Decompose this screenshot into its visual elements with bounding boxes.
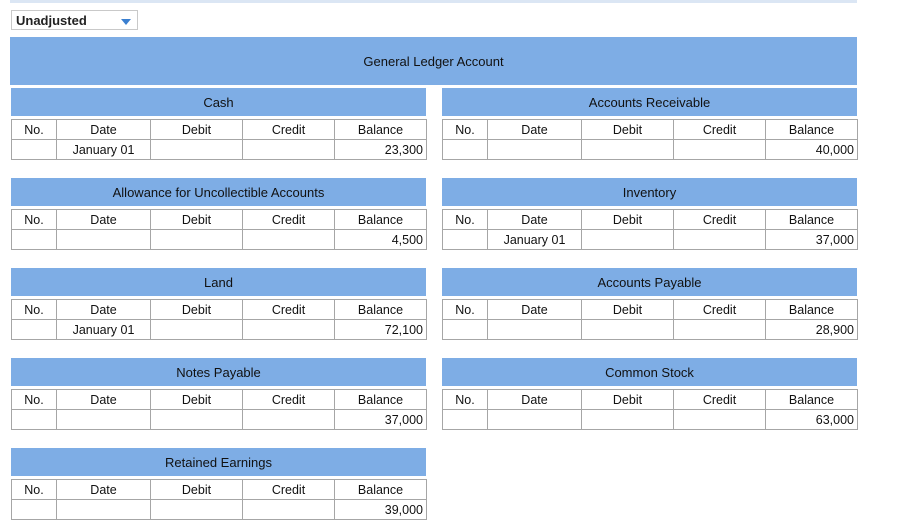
table-header-row [443, 120, 858, 140]
cell-credit[interactable] [674, 320, 766, 340]
column-header-date: Date [57, 480, 151, 500]
cell-no[interactable] [443, 410, 488, 430]
column-header-balance: Balance [335, 300, 427, 320]
column-header-debit: Debit [151, 480, 243, 500]
account-title [442, 268, 857, 296]
table-header-row [12, 300, 427, 320]
column-header-date: Date [488, 300, 582, 320]
column-header-debit: Debit [151, 120, 243, 140]
page-title: General Ledger Account [363, 53, 504, 69]
column-header-debit: Debit [151, 210, 243, 230]
account-table [442, 209, 858, 250]
account-name: Common Stock [605, 364, 694, 380]
column-header-credit: Credit [243, 210, 335, 230]
cell-date[interactable] [488, 140, 582, 160]
column-header-no: No. [12, 390, 57, 410]
cell-debit[interactable] [151, 140, 243, 160]
ledger-account-card [11, 268, 426, 340]
cell-no[interactable] [12, 410, 57, 430]
table-row [12, 320, 427, 340]
ledger-account-card [442, 358, 857, 430]
account-table [11, 119, 427, 160]
cell-balance[interactable]: 40,000 [766, 140, 858, 160]
account-table [442, 119, 858, 160]
column-header-balance: Balance [335, 480, 427, 500]
dropdown-selected-value: Unadjusted [16, 13, 87, 28]
top-divider [10, 0, 857, 3]
table-row [12, 230, 427, 250]
column-header-no: No. [443, 300, 488, 320]
column-header-no: No. [443, 120, 488, 140]
column-header-debit: Debit [582, 390, 674, 410]
column-header-balance: Balance [766, 120, 858, 140]
cell-credit[interactable] [243, 500, 335, 520]
table-row [12, 410, 427, 430]
account-table [11, 389, 427, 430]
account-title [11, 448, 426, 476]
account-name: Cash [203, 94, 234, 110]
account-name: Accounts Receivable [588, 94, 711, 110]
account-name: Allowance for Uncollectible Accounts [112, 184, 325, 200]
ledger-account-card [442, 88, 857, 160]
cell-balance[interactable]: 39,000 [335, 500, 427, 520]
cell-date[interactable] [488, 320, 582, 340]
table-header-row [12, 120, 427, 140]
cell-credit[interactable] [243, 140, 335, 160]
cell-no[interactable] [443, 320, 488, 340]
ledger-account-card [11, 88, 426, 160]
cell-balance[interactable]: 23,300 [335, 140, 427, 160]
cell-date[interactable]: January 01 [57, 140, 151, 160]
account-title [11, 178, 426, 206]
ledger-account-card [442, 268, 857, 340]
column-header-credit: Credit [243, 480, 335, 500]
column-header-credit: Credit [243, 390, 335, 410]
cell-balance[interactable]: 72,100 [335, 320, 427, 340]
column-header-balance: Balance [766, 210, 858, 230]
column-header-date: Date [57, 300, 151, 320]
column-header-credit: Credit [674, 300, 766, 320]
cell-no[interactable] [12, 140, 57, 160]
account-name: Land [204, 274, 233, 290]
column-header-no: No. [443, 210, 488, 230]
table-row [443, 230, 858, 250]
column-header-date: Date [488, 120, 582, 140]
cell-debit[interactable] [151, 230, 243, 250]
column-header-credit: Credit [243, 120, 335, 140]
column-header-date: Date [488, 390, 582, 410]
column-header-balance: Balance [335, 120, 427, 140]
cell-debit[interactable] [582, 230, 674, 250]
cell-debit[interactable] [151, 320, 243, 340]
account-name: Retained Earnings [165, 454, 272, 470]
column-header-no: No. [12, 300, 57, 320]
cell-credit[interactable] [243, 230, 335, 250]
cell-credit[interactable] [674, 230, 766, 250]
cell-date[interactable] [57, 230, 151, 250]
column-header-balance: Balance [766, 390, 858, 410]
ledger-account-card [442, 178, 857, 250]
cell-debit[interactable] [582, 140, 674, 160]
account-table [442, 299, 858, 340]
cell-debit[interactable] [151, 410, 243, 430]
table-row [12, 140, 427, 160]
table-header-row [443, 390, 858, 410]
table-header-row [12, 390, 427, 410]
column-header-balance: Balance [766, 300, 858, 320]
cell-balance[interactable]: 63,000 [766, 410, 858, 430]
cell-date[interactable]: January 01 [488, 230, 582, 250]
ledger-account-card [11, 178, 426, 250]
account-name: Inventory [622, 184, 677, 200]
account-title [442, 358, 857, 386]
account-table [11, 479, 427, 520]
table-row [12, 500, 427, 520]
cell-credit[interactable] [674, 410, 766, 430]
cell-no[interactable] [443, 140, 488, 160]
account-title [11, 268, 426, 296]
cell-date[interactable]: January 01 [57, 320, 151, 340]
column-header-debit: Debit [151, 300, 243, 320]
account-title [11, 88, 426, 116]
column-header-debit: Debit [151, 390, 243, 410]
cell-credit[interactable] [674, 140, 766, 160]
cell-no[interactable] [12, 320, 57, 340]
table-header-row [443, 210, 858, 230]
cell-balance[interactable]: 28,900 [766, 320, 858, 340]
account-table [442, 389, 858, 430]
column-header-date: Date [488, 210, 582, 230]
table-header-row [12, 480, 427, 500]
column-header-credit: Credit [674, 210, 766, 230]
cell-credit[interactable] [243, 320, 335, 340]
table-header-row [443, 300, 858, 320]
ledger-account-card [11, 358, 426, 430]
cell-debit[interactable] [151, 500, 243, 520]
column-header-no: No. [12, 120, 57, 140]
ledger-account-card [11, 448, 426, 520]
account-name: Notes Payable [176, 364, 261, 380]
cell-date[interactable] [488, 410, 582, 430]
column-header-date: Date [57, 210, 151, 230]
column-header-no: No. [12, 480, 57, 500]
column-header-debit: Debit [582, 210, 674, 230]
cell-balance[interactable]: 37,000 [335, 410, 427, 430]
account-name: Accounts Payable [597, 274, 702, 290]
cell-balance[interactable]: 4,500 [335, 230, 427, 250]
account-title [442, 178, 857, 206]
chevron-down-icon[interactable] [121, 19, 131, 25]
table-row [443, 410, 858, 430]
column-header-credit: Credit [243, 300, 335, 320]
cell-debit[interactable] [582, 410, 674, 430]
adjustment-filter-dropdown[interactable] [11, 10, 138, 30]
column-header-no: No. [443, 390, 488, 410]
cell-no[interactable] [12, 230, 57, 250]
table-row [443, 140, 858, 160]
column-header-balance: Balance [335, 390, 427, 410]
column-header-balance: Balance [335, 210, 427, 230]
general-ledger-header [10, 37, 857, 85]
column-header-date: Date [57, 120, 151, 140]
column-header-credit: Credit [674, 120, 766, 140]
cell-date[interactable] [57, 410, 151, 430]
column-header-no: No. [12, 210, 57, 230]
column-header-date: Date [57, 390, 151, 410]
account-table [11, 209, 427, 250]
cell-date[interactable] [57, 500, 151, 520]
column-header-debit: Debit [582, 120, 674, 140]
table-row [443, 320, 858, 340]
account-title [442, 88, 857, 116]
cell-debit[interactable] [582, 320, 674, 340]
account-title [11, 358, 426, 386]
cell-no[interactable] [12, 500, 57, 520]
cell-balance[interactable]: 37,000 [766, 230, 858, 250]
cell-credit[interactable] [243, 410, 335, 430]
account-table [11, 299, 427, 340]
table-header-row [12, 210, 427, 230]
cell-no[interactable] [443, 230, 488, 250]
column-header-debit: Debit [582, 300, 674, 320]
column-header-credit: Credit [674, 390, 766, 410]
